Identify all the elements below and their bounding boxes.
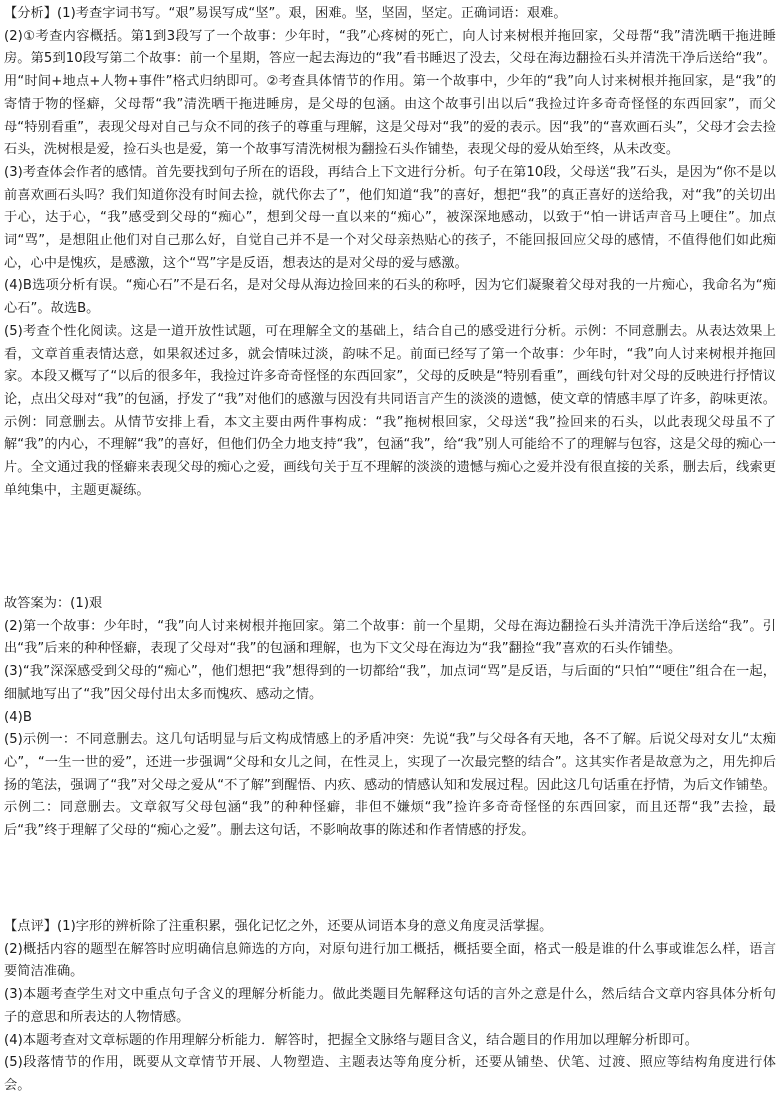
answer-paragraph-1: 故答案为：(1)艰 [4, 596, 103, 611]
analysis-paragraph-2: (2)①考查内容概括。第1到3段写了一个故事：少年时，“我”心疼树的死亡，向人讨来树根并拖回家，父母帮“我”清洗晒干拖进睡房。第5到10段写第二个故事：前一个星期，答应一起去海边的“我”看书睡迟了没去，父母在海边翻捡石头并清洗干净后送给“我”。用“时间+地点+人物+事件”格式归纳即可。②考查具体情节的作用。第一个故事中，少年的“我”向人讨来树根并拖回家，是“我”的寄情于物的怪癖，父母帮“我”清洗晒干拖进睡房，是父母的包涵。由这个故事引出以后“我捡过许多奇奇怪怪的东西回家”，而父母“特别看重”，表现父母对自己与众不同的孩子的尊重与理解，这是父母对“我”的爱的表示。因“我”的“喜欢画石头”，父母才会去捡石头，洗树根是爱，捡石头也是爱，第一个故事写清洗树根为翻捡石头作铺垫，表现父母的爱从始至终，从未改变。 [4, 28, 776, 158]
analysis-paragraph-3: (3)考查体会作者的感情。首先要找到句子所在的语段，再结合上下文进行分析。句子在第10段，父母送“我”石头，是因为“你不是以前喜欢画石头吗？我们知道你没有时间去捡，就代你去了”，他们知道“我”的喜好，想把“我”的真正喜好的送给我，对“我”的关切出于心，达于心，“我”感受到父母的“痴心”，想到父母一直以来的“痴心”，被深深地感动，以致于“怕一讲话声音马上哽住”。加点词“骂”，是想阻止他们对自己那么好，自觉自己并不是一个对父母亲热贴心的孩子，不能回报回应父母的感情，不值得他们如此痴心，心中是愧疚，是感激，这个“骂”字是反语，想表达的是对父母的爱与感激。 [4, 164, 776, 271]
analysis-paragraph-1: 【分析】(1)考查字词书写。“艰”易误写成“坚”。艰，困难。坚，坚固，坚定。正确词语：艰难。 [4, 6, 567, 21]
answer-section [0, 593, 780, 843]
answer-paragraph-3: (3)“我”深深感受到父母的“痴心”，他们想把“我”想得到的一切都给“我”，加点词“骂”是反语，与后面的“只怕”“哽住”组合在一起，细腻地写出了“我”因父母付出太多而愧疚、感动之情。 [4, 664, 776, 702]
comment-paragraph-5: (5)段落情节的作用，既要从文章情节开展、人物塑造、主题表达等角度分析，还要从铺垫、伏笔、过渡、照应等结构角度进行体会。 [4, 1055, 776, 1093]
comment-paragraph-4: (4)本题考查对文章标题的作用理解分析能力．解答时，把握全文脉络与题目含义，结合题目的作用加以理解分析即可。 [4, 1032, 698, 1048]
analysis-paragraph-5: (5)考查个性化阅读。这是一道开放性试题，可在理解全文的基础上，结合自己的感受进行分析。示例：不同意删去。从表达效果上看，文章首重表情达意，如果叙述过多，就会情味过淡，韵味不足。前面已经写了第一个故事：少年时，“我”向人讨来树根并拖回家。本段又概写了“以后的很多年，我捡过许多奇奇怪怪的东西回家”，父母的反映是“特别看重”，画线句针对父母的反映进行抒情议论，点出父母对“我”的包涵，抒发了“我”对他们的感激与因没有共同语言产生的淡淡的遗憾，使文章的情感丰厚了许多，韵味更浓。示例：同意删去。从情节安排上看，本文主要由两件事构成：“我”拖树根回家，父母送“我”捡回来的石头，以此表现父母虽不了解“我”的内心，不理解“我”的喜好，但他们仍全力地支持“我”，包涵“我”，给“我”别人可能给不了的理解与包容，这是父母的痴心一片。全文通过我的怪癖来表现父母的痴心之爱，画线句关于互不理解的淡淡的遗憾与痴心之爱并没有很直接的关系，删去后，线索更单纯集中，主题更凝练。 [4, 323, 776, 498]
analysis-section [0, 3, 780, 502]
answer-paragraph-4: (4)B [4, 709, 32, 725]
comment-paragraph-1: 【点评】(1)字形的辨析除了注重积累，强化记忆之外，还要从词语本身的意义角度灵活掌握。 [4, 919, 553, 934]
answer-paragraph-2: (2)第一个故事：少年时，“我”向人讨来树根并拖回家。第二个故事：前一个星期，父母在海边翻捡石头并清洗干净后送给“我”。引出“我”后来的种种怪癖，表现了父母对“我”的包涵和理解，也为下文父母在海边为“我”翻捡“我”喜欢的石头作铺垫。 [4, 618, 776, 657]
comment-paragraph-2: (2)概括内容的题型在解答时应明确信息筛选的方向，对原句进行加工概括，概括要全面，格式一般是谁的什么事或谁怎么样，语言要简洁准确。 [4, 941, 776, 980]
comment-paragraph-3: (3)本题考查学生对文中重点句子含义的理解分析能力。做此类题目先解释这句话的言外之意是什么，然后结合文章内容具体分析句子的意思和所表达的人物情感。 [4, 987, 776, 1025]
answer-paragraph-5: (5)示例一：不同意删去。这几句话明显与后文构成情感上的矛盾冲突：先说“我”与父母各有天地，各不了解。后说父母对女儿“太痴心”，“一生一世的爱”，还进一步强调“父母和女儿之间，在性灵上，实现了一次最完整的结合”。这其实作者是故意为之，用先抑后扬的笔法，强调了“我”对父母之爱从“不了解”到醒悟、内疚、感动的情感认知和发展过程。因此这几句话重在抒情，为后文作铺垫。示例二：同意删去。文章叙写父母包涵“我”的种种怪癖，非但不嫌烦“我”捡许多奇奇怪怪的东西回家，而且还帮“我”去捡，最后“我”终于理解了父母的“痴心之爱”。删去这句话，不影响故事的陈述和作者情感的抒发。 [4, 732, 776, 839]
comment-section [0, 916, 780, 1098]
analysis-paragraph-4: (4)B选项分析有误。“痴心石”不是石名，是对父母从海边捡回来的石头的称呼，因为它们凝聚着父母对我的一片痴心，我命名为“痴心石”。故选B。 [4, 278, 776, 317]
